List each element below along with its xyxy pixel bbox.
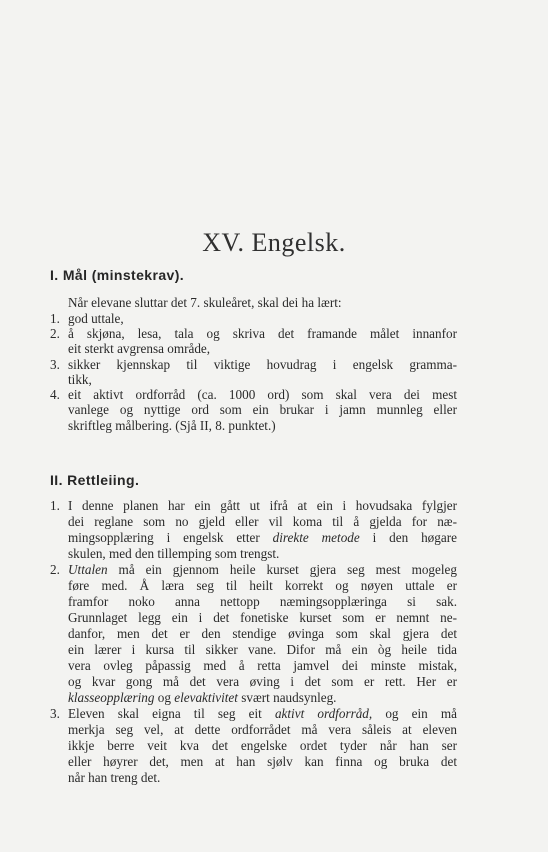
text-run: og ein må — [372, 706, 457, 721]
text-run: Eleven skal eigna til seg eit — [68, 706, 275, 721]
item-line: skriftleg målbering. (Sjå II, 8. punktet.) — [68, 418, 276, 433]
item-number: 3. — [50, 357, 60, 372]
item-number: 1. — [50, 311, 60, 326]
section-heading-maal: I. Mål (minstekrav). — [50, 267, 185, 283]
section-heading-rettleiing: II. Rettleiing. — [50, 472, 140, 488]
item-line: å skjøna, lesa, tala og skriva det framande målet innanfor — [68, 326, 457, 341]
item-line: tikk, — [68, 372, 92, 387]
paragraph-line — [68, 562, 457, 578]
paragraph-line: framfor noko anna nettopp næmingsopplæringa si sak. — [68, 594, 457, 609]
paragraph-line — [68, 690, 336, 706]
emphasis-elevaktivitet: elevaktivitet — [174, 690, 238, 705]
paragraph-number: 1. — [50, 498, 60, 513]
item-line: eit sterkt avgrensa område, — [68, 341, 211, 356]
paragraph-line: når han treng det. — [68, 770, 161, 785]
paragraph-line: vera ovleg påpassig med å retta jamvel dei minste mistak, — [68, 658, 457, 673]
text-run: mingsopplæring i engelsk etter — [68, 530, 273, 545]
item-line: sikker kjennskap til viktige hovudrag i engelsk gramma- — [68, 357, 457, 372]
paragraph-line: dei reglane som no gjeld eller vil koma til å gjelda for næ- — [68, 514, 457, 529]
paragraph-line: skulen, med den tillemping som trengst. — [68, 546, 280, 561]
item-number: 4. — [50, 387, 60, 402]
item-line: god uttale, — [68, 311, 124, 326]
paragraph-line: ein lærer i kursa til sikker vane. Difor må ein òg heile tida — [68, 642, 457, 657]
paragraph-number: 2. — [50, 562, 60, 577]
paragraph-line: ikkje berre veit kva det engelske ordet tyder når han ser — [68, 738, 457, 753]
emphasis-klasseopplaering: klasseopplæring — [68, 690, 155, 705]
item-number: 2. — [50, 326, 60, 341]
paragraph-line: og kvar gong må det vera øving i det som er rett. Her er — [68, 674, 457, 689]
chapter-title: XV. Engelsk. — [202, 228, 346, 257]
item-line: eit aktivt ordforråd (ca. 1000 ord) som skal vera dei mest — [68, 387, 457, 402]
paragraph-line: merkja seg vel, at dette ordforrådet må vera såleis at eleven — [68, 722, 457, 737]
text-run: må ein gjennom heile kurset gjera seg mest mogeleg — [107, 562, 457, 577]
paragraph-line: Grunnlaget legg ein i det fonetiske kurset som er nemnt ne- — [68, 610, 457, 625]
paragraph-line: føre med. Å læra seg til heilt korrekt og nøyen uttale er — [68, 578, 457, 593]
emphasis-uttalen: Uttalen — [68, 562, 108, 577]
emphasis-aktivt-ordforraad: aktivt ordforråd, — [274, 706, 373, 721]
text-run: i den høgare — [359, 530, 457, 545]
paragraph-line: I denne planen har ein gått ut ifrå at ein i hovudsaka fylgjer — [68, 498, 457, 513]
paragraph-line — [68, 706, 457, 722]
paragraph-number: 3. — [50, 706, 60, 721]
paragraph-line: danfor, men det er den stendige øvinga som skal gjera det — [68, 626, 457, 641]
emphasis-direkte-metode: direkte metode — [272, 530, 360, 545]
text-run: svært naudsynleg. — [237, 690, 337, 705]
section1-intro: Når elevane sluttar det 7. skuleåret, skal dei ha lært: — [68, 295, 342, 310]
paragraph-line: eller høyrer det, men at han sjølv kan finna og bruka det — [68, 754, 457, 769]
text-run: og — [154, 690, 175, 705]
item-line: vanlege og nyttige ord som ein brukar i jamn munnleg eller — [68, 402, 457, 417]
paragraph-line — [68, 530, 457, 546]
